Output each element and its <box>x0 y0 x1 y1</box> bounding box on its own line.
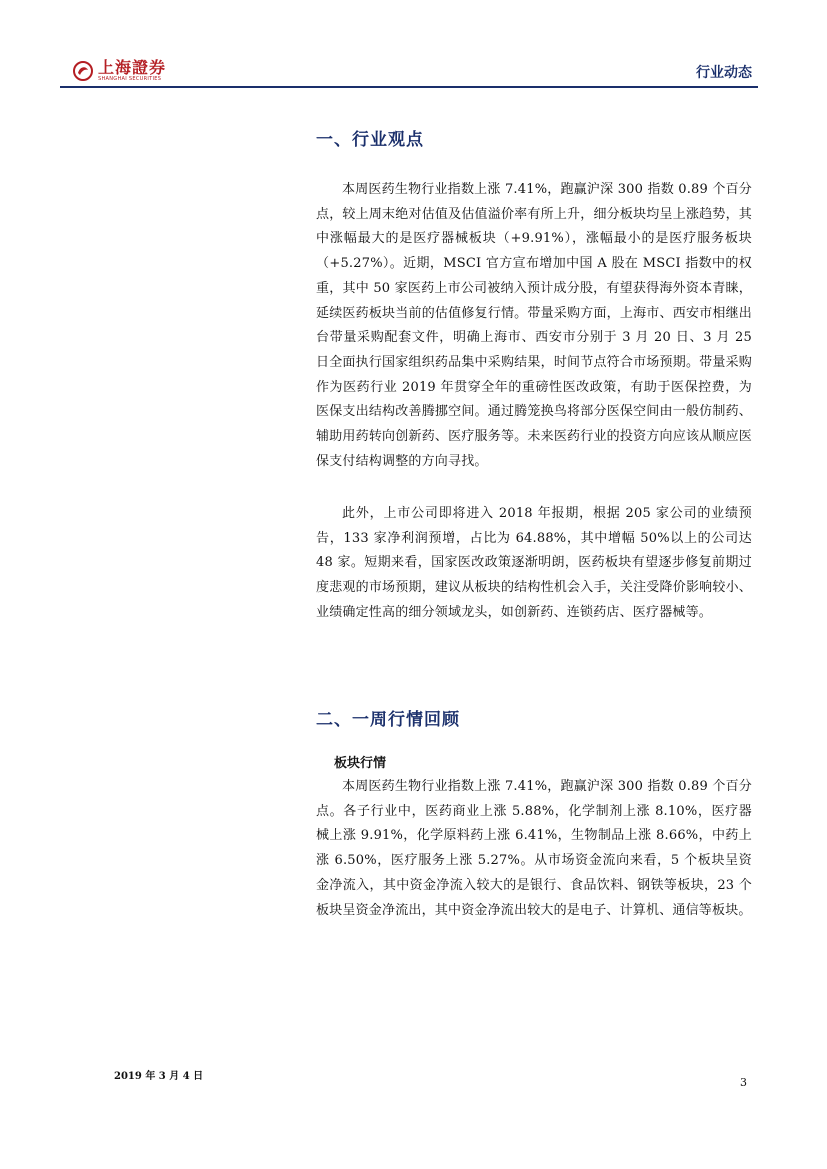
section-title-industry-view: 一、行业观点 <box>316 130 424 150</box>
industry-view-paragraph-2: 此外，上市公司即将进入 2018 年报期，根据 205 家公司的业绩预告，133 家净利润预增，占比为 64.88%，其中增幅 50%以上的公司达 48 家。短期来看，国家医改政策逐渐明朗，医药板块有望逐步修复前期过度悲观的市场预期，建议从板块的结构性机会入手，关注受降价影响较小、业绩确定性高的细分领域龙头，如创新药、连锁药店、医疗器械等。 <box>316 506 752 620</box>
page-header <box>60 52 758 86</box>
footer-date: 2019 年 3 月 4 日 <box>114 1071 204 1082</box>
weekly-review-paragraph: 本周医药生物行业指数上涨 7.41%，跑赢沪深 300 指数 0.89 个百分点。各子行业中，医药商业上涨 5.88%，化学制剂上涨 8.10%，医疗器械上涨 9.91%，化学原料药上涨 6.41%，生物制品上涨 8.66%，中药上涨 6.50%，医疗服务上涨 5.27%。从市场资金流向来看，5 个板块呈资金净流入，其中资金净流入较大的是银行、食品饮料、钢铁等板块，23 个板块呈资金净流出，其中资金净流出较大的是电子、计算机、通信等板块。 <box>316 779 752 918</box>
header-divider <box>60 86 758 88</box>
page-number: 3 <box>740 1076 747 1089</box>
section-title-weekly-review: 二、一周行情回顾 <box>316 710 460 730</box>
header-section-label: 行业动态 <box>696 65 752 81</box>
industry-view-paragraph-1: 本周医药生物行业指数上涨 7.41%，跑赢沪深 300 指数 0.89 个百分点，较上周末绝对估值及估值溢价率有所上升，细分板块均呈上涨趋势，其中涨幅最大的是医疗器械板块（+9.91%），涨幅最小的是医疗服务板块（+5.27%）。近期，MSCI 官方宣布增加中国 A 股在 MSCI 指数中的权重，其中 50 家医药上市公司被纳入预计成分股，有望获得海外资本青睐，延续医药板块当前的估值修复行情。带量采购方面，上海市、西安市相继出台带量采购配套文件，明确上海市、西安市分别于 3 月 20 日、3 月 25 日全面执行国家组织药品集中采购结果，时间节点符合市场预期。带量采购作为医药行业 2019 年贯穿全年的重磅性医改政策，有助于医保控费，为医保支出结构改善腾挪空间。通过腾笼换鸟将部分医保空间由一般仿制药、辅助用药转向创新药、医疗服务等。未来医药行业的投资方向应该从顺应医保支付结构调整的方向寻找。 <box>316 182 752 469</box>
logo-english-name: SHANGHAI SECURITIES <box>98 76 162 82</box>
subsection-title-sector: 板块行情 <box>334 756 387 771</box>
logo-emblem-icon <box>72 60 94 82</box>
logo-chinese-name: 上海證券 <box>98 58 167 77</box>
company-logo <box>72 60 166 82</box>
